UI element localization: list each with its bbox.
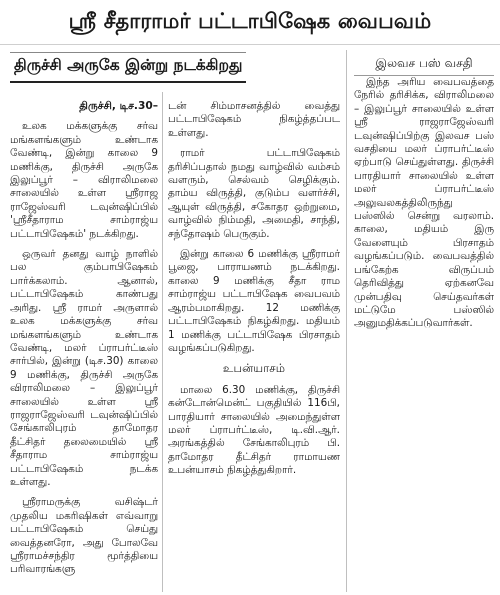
paragraph: ராமர் பட்டாபிஷேகம் தரிசிப்பதால் நமது வாழ்வில் வம்சம் வளரும், செல்வம் செழிக்கும். தாம்ய விருத்தி, குடும்ப வளர்ச்சி, ஆயுள் விருத்தி, சகோதர ஒற்றுமை, வாழ்வில் நிம்மதி, அமைதி, சாந்தி, சந்தோஷம் பெருகும். [168, 147, 340, 240]
headline-bar [0, 0, 500, 45]
sidebar-paragraph: இந்த அரிய வைபவத்தை நேரில் தரிசிக்க, விராலிமலை – இலுப்பூர் சாலையில் உள்ள ஸ்ரீ ராஜராஜேஸ்வரி டவுன்ஷிப்பிற்கு இலவச பஸ் வசதியை மலர் ப்ராபர்ட்டீஸ் ஏற்பாடு செய்துள்ளது. திருச்சி பாரதியார் சாலையில் உள்ள மலர் ப்ராபர்ட்டீஸ் அலுவலகத்திலிருந்து பஸ்ஸில் சென்று வரலாம். காலை, மதியம் இரு வேளையும் பிரசாதம் வழங்கப்படும். வைபவத்தில் பங்கேற்க விருப்பம் தெரிவித்து ஏற்கனவே முன்பதிவு செய்தவர்கள் மட்டுமே பஸ்ஸில் அனுமதிக்கப்படுவார்கள். [354, 76, 494, 330]
subheadline: திருச்சி அருகே இன்று நடக்கிறது [10, 52, 246, 83]
column-divider [346, 50, 347, 592]
paragraph: ஒருவர் தனது வாழ் நாளில் பல கும்பாபிஷேகம் பார்க்கலாம். ஆனால், பட்டாபிஷேகம் காண்பது அரிது. ஸ்ரீ ராமர் அருளால் உலக மக்களுக்கு சர்வ மங்களங்களும் உண்டாக வேண்டி, மலர் ப்ராபர்ட்டீஸ் சார்பில், இன்று (டிச.30) காலை 9 மணிக்கு, திருச்சி அருகே விராலிமலை – இலுப்பூர் சாலையில் உள்ள ஸ்ரீ ராஜராஜேஸ்வரி டவுன்ஷிப்பில் சேங்காலிபுரம் தாமோதர தீட்சிதர் தலைமையில் ஸ்ரீ சீதாராம சாம்ராஜ்ய பட்டாபிஷேகம் நடக்க உள்ளது. [10, 248, 158, 488]
dateline: திருச்சி, டிச.30– [79, 100, 158, 112]
headline: ஸ்ரீ சீதாராமர் பட்டாபிஷேக வைபவம் [68, 8, 432, 33]
column-divider [162, 92, 163, 592]
sidebar-heading: இலவச பஸ் வசதி [354, 56, 494, 76]
article-column-1 [10, 100, 158, 592]
paragraph: மாலை 6.30 மணிக்கு, திருச்சி கன்டோன்மென்ட் பகுதியில் 116பி, பாரதியார் சாலையில் அமைந்துள்ள மலர் ப்ராபர்ட்டீஸ், டி.வி.ஆர். அரங்கத்தில் சேங்காலிபுரம் பி. தாமோதர தீட்சிதர் ராமாயண உபன்யாசம் நிகழ்த்துகிறார். [168, 383, 340, 477]
paragraph: உலக மக்களுக்கு சர்வ மங்களங்களும் உண்டாக வேண்டி, இன்று காலை 9 மணிக்கு, திருச்சி அருகே இலுப்பூர் – விராலிமலை சாலையில் உள்ள ஸ்ரீராஜ ராஜேஸ்வரி டவுன்ஷிப்பில் 'ஸ்ரீசீதாராம சாம்ராஜ்ய பட்டாபிஷேகம்' நடக்கிறது. [10, 120, 158, 240]
paragraph: ஸ்ரீராமருக்கு வசிஷ்டர் முதலிய மகரிஷிகள் எவ்வாறு பட்டாபிஷேகம் செய்து வைத்தனரோ, அது போலவே ஸ்ரீராமச்சந்திர மூர்த்தியை பரிவாரங்களு [10, 496, 158, 576]
section-subheading: உபன்யாசம் [222, 361, 286, 376]
paragraph: இன்று காலை 6 மணிக்கு ஸ்ரீராமர் பூஜை, பாராயணம் நடக்கிறது. காலை 9 மணிக்கு சீதா ராம சாம்ராஜ்ய பட்டாபிஷேக வைபவம் ஆரம்பமாகிறது. 12 மணிக்கு பட்டாபிஷேகம் நிகழ்கிறது. மதியம் 1 மணிக்கு பட்டாபிஷேக பிரசாதம் வழங்கப்படுகிறது. [168, 248, 340, 354]
article-column-2 [168, 100, 340, 592]
paragraph: டன் சிம்மாசனத்தில் வைத்து பட்டாபிஷேகம் நிகழ்த்தப்பட உள்ளது. [168, 100, 340, 139]
sidebar-column [354, 76, 494, 436]
